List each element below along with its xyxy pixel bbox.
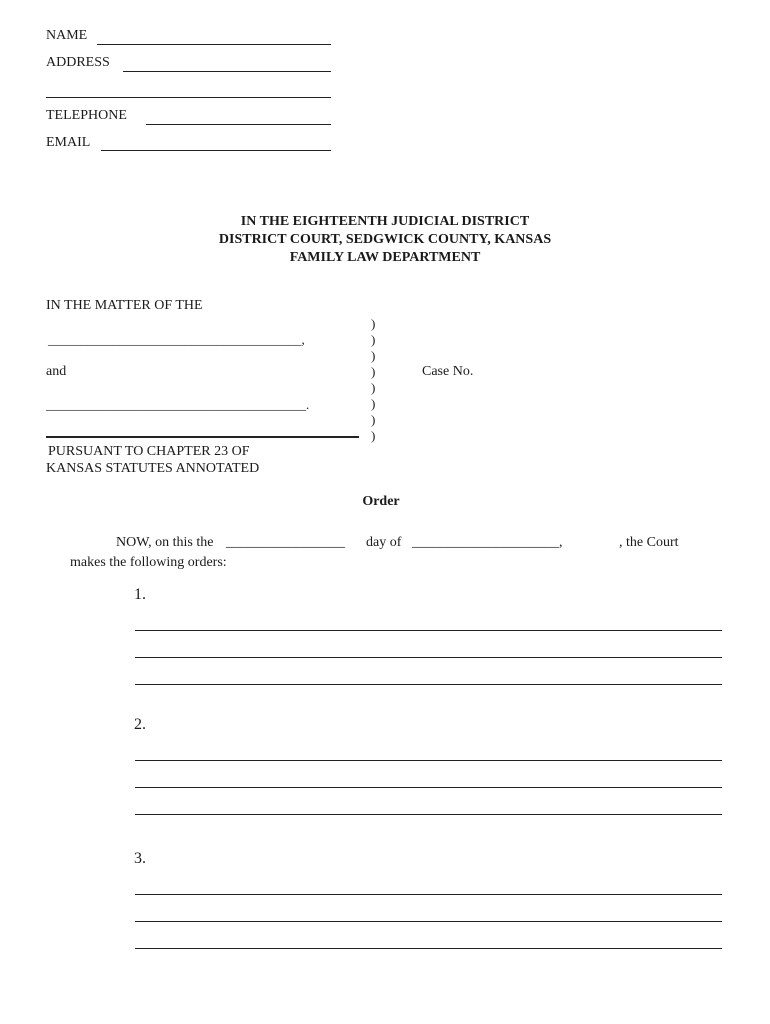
address-label: ADDRESS — [46, 55, 110, 70]
telephone-field[interactable] — [146, 124, 331, 125]
pursuant-line1: PURSUANT TO CHAPTER 23 OF — [48, 444, 250, 459]
order-item-line[interactable] — [135, 787, 722, 788]
matter-of-label: IN THE MATTER OF THE — [46, 298, 203, 313]
order-item-line[interactable] — [135, 657, 722, 658]
party2-field[interactable]: ________________________________________. — [46, 397, 310, 412]
name-label: NAME — [46, 28, 88, 43]
order-item-line[interactable] — [135, 630, 722, 631]
the-court-text: , the Court — [619, 535, 679, 550]
pursuant-line2: KANSAS STATUTES ANNOTATED — [46, 461, 260, 476]
order-item-line[interactable] — [135, 684, 722, 685]
address-field-line2[interactable] — [46, 97, 331, 98]
caption-paren: ) — [371, 412, 376, 427]
makes-orders-text: makes the following orders: — [70, 555, 227, 570]
order-title: Order — [362, 494, 400, 509]
court-heading-line1: IN THE EIGHTEENTH JUDICIAL DISTRICT — [240, 214, 530, 229]
caption-paren: ) — [371, 428, 376, 443]
order-item-number: 2. — [134, 716, 146, 733]
order-item-line[interactable] — [135, 894, 722, 895]
day-of-text: day of — [366, 535, 402, 550]
order-item-line[interactable] — [135, 814, 722, 815]
day-field[interactable]: _________________ — [226, 535, 345, 550]
order-item-number: 1. — [134, 586, 146, 603]
caption-rule — [46, 436, 359, 438]
and-label: and — [46, 364, 67, 379]
order-item-line[interactable] — [135, 948, 722, 949]
order-item-line[interactable] — [135, 760, 722, 761]
court-heading-line2: DISTRICT COURT, SEDGWICK COUNTY, KANSAS — [218, 232, 552, 247]
order-item-number: 3. — [134, 850, 146, 867]
name-field[interactable] — [97, 44, 331, 45]
court-heading-line3: FAMILY LAW DEPARTMENT — [289, 250, 481, 265]
party1-field[interactable]: _______________________________________, — [48, 332, 305, 347]
caption-paren: ) — [371, 380, 376, 395]
caption-paren: ) — [371, 348, 376, 363]
order-item-line[interactable] — [135, 921, 722, 922]
telephone-label: TELEPHONE — [46, 108, 127, 123]
email-field[interactable] — [101, 150, 331, 151]
caption-paren: ) — [371, 332, 376, 347]
case-number-label: Case No. — [422, 364, 474, 379]
now-text: NOW, on this the — [116, 535, 214, 550]
email-label: EMAIL — [46, 135, 91, 150]
caption-paren: ) — [371, 364, 376, 379]
caption-paren: ) — [371, 396, 376, 411]
month-field[interactable]: _____________________, — [412, 535, 563, 550]
address-field[interactable] — [123, 71, 331, 72]
caption-paren: ) — [371, 316, 376, 331]
